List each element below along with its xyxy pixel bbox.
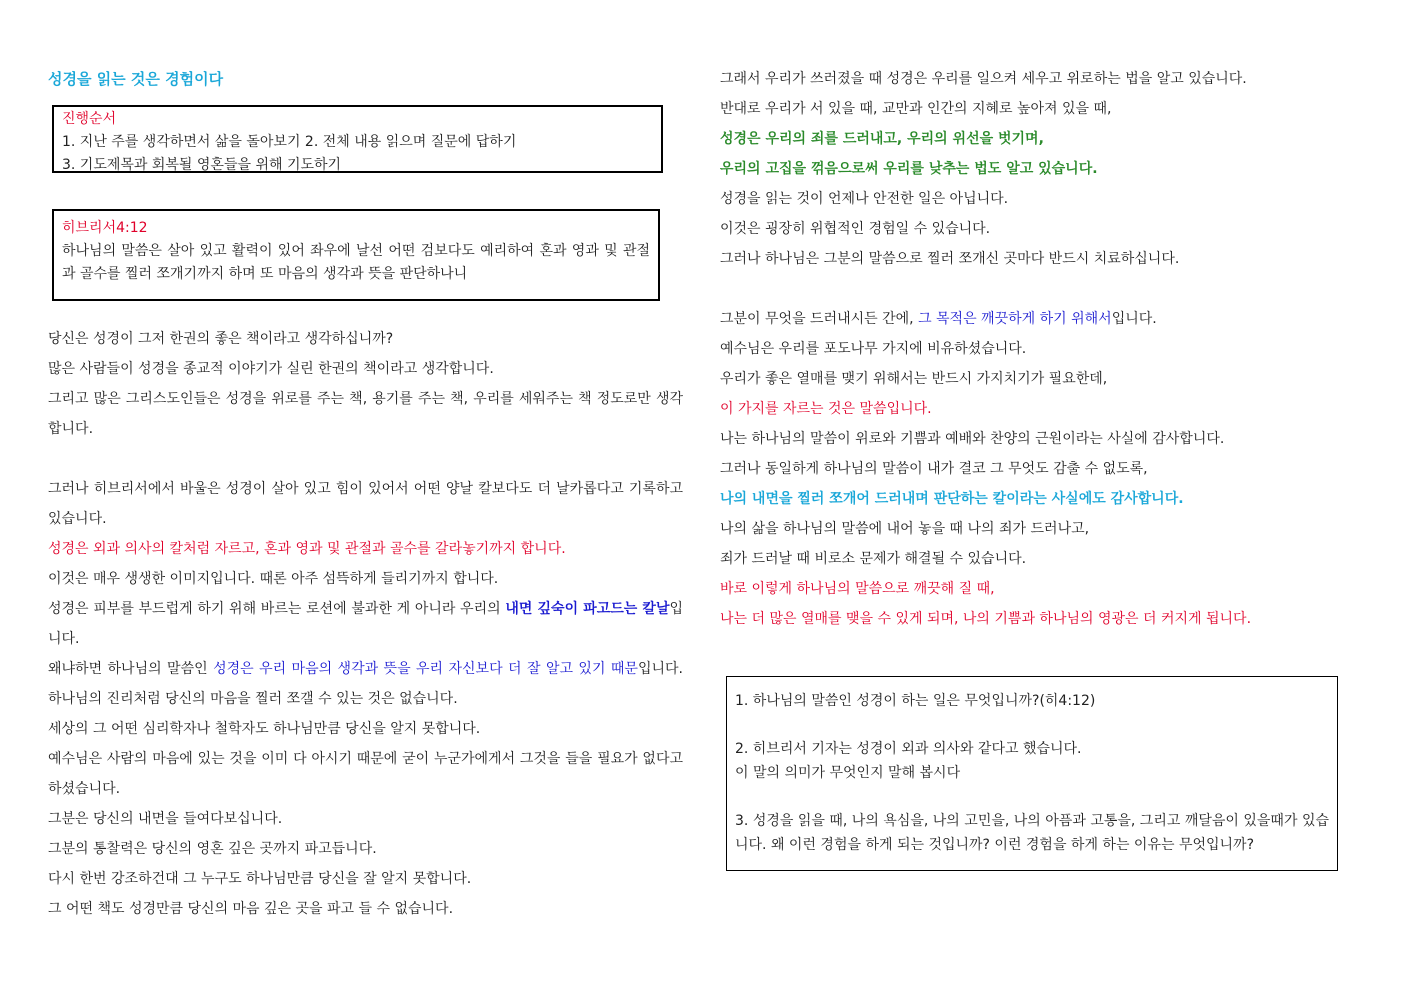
text-line: 그래서 우리가 쓰러졌을 때 성경은 우리를 일으켜 세우고 위로하는 법을 알고 있습니다. [720,71,1247,87]
text-line: 성경을 읽는 것이 언제나 안전한 일은 아닙니다. [720,191,1009,207]
highlight-red-line: 성경은 외과 의사의 칼처럼 자르고, 혼과 영과 및 관절과 골수를 갈라놓기까지 합니다. [48,541,566,557]
text-line: 왜냐하면 하나님의 말씀인 성경은 우리 마음의 생각과 뜻을 우리 자신보다 더 잘 알고 있기 때문입니다. 하나님의 진리처럼 당신의 마음을 찔러 쪼갤 수 있는 것은 없습니다. [48,661,683,707]
highlight-blue-text: 성경은 우리 마음의 생각과 뜻을 우리 자신보다 더 잘 알고 있기 때문 [213,661,638,677]
verse-box-text: 하나님의 말씀은 살아 있고 활력이 있어 좌우에 날선 어떤 검보다도 예리하여 혼과 영과 및 관절과 골수를 찔러 쪼개기까지 하며 또 마음의 생각과 뜻을 판단하나니 [62,243,650,282]
paragraph-intro [48,324,683,444]
text-line: 그러나 하나님은 그분의 말씀으로 찔러 쪼개신 곳마다 반드시 치료하십니다. [720,251,1180,267]
order-box [52,105,663,173]
question-2-sub: 이 말의 의미가 무엇인지 말해 봅시다 [735,765,961,781]
text-line: 그분이 무엇을 드러내시든 간에, 그 목적은 깨끗하게 하기 위해서입니다. [720,311,1157,327]
text-line: 그리고 많은 그리스도인들은 성경을 위로를 주는 책, 용기를 주는 책, 우리를 세워주는 책 정도로만 생각합니다. [48,391,683,437]
text-line: 죄가 드러날 때 비로소 문제가 해결될 수 있습니다. [720,551,1027,567]
order-box-line2: 3. 기도제목과 회복될 영혼들을 위해 기도하기 [62,157,342,173]
paragraph-main [48,474,683,924]
text-line: 예수님은 사람의 마음에 있는 것을 이미 다 아시기 때문에 굳이 누군가에게서 그것을 들을 필요가 없다고 하셨습니다. [48,751,683,797]
text-line: 그 어떤 책도 성경만큼 당신의 마음 깊은 곳을 파고 들 수 없습니다. [48,901,454,917]
order-box-heading: 진행순서 [62,111,117,127]
highlight-blue-text: 내면 깊숙이 파고드는 칼날 [505,601,670,617]
page-title: 성경을 읽는 것은 경험이다 [48,70,224,88]
paragraph-right-top [720,64,1340,274]
text-line: 예수님은 우리를 포도나무 가지에 비유하셨습니다. [720,341,1027,357]
highlight-green-line: 우리의 고집을 꺾음으로써 우리를 낮추는 법도 알고 있습니다. [720,161,1098,177]
text-line: 이것은 굉장히 위협적인 경험일 수 있습니다. [720,221,991,237]
text-line: 반대로 우리가 서 있을 때, 교만과 인간의 지혜로 높아져 있을 때, [720,101,1112,117]
text-line: 그분은 당신의 내면을 들여다보십니다. [48,811,283,827]
text-line: 그러나 히브리서에서 바울은 성경이 살아 있고 힘이 있어서 어떤 양날 칼보다도 더 날카롭다고 기록하고 있습니다. [48,481,683,527]
highlight-red-line: 바로 이렇게 하나님의 말씀으로 깨끗해 질 때, [720,581,995,597]
text-line: 이것은 매우 생생한 이미지입니다. 때론 아주 섬뜩하게 들리기까지 합니다. [48,571,499,587]
highlight-blue-text: 그 목적은 깨끗하게 하기 위해서 [918,311,1112,327]
highlight-red-line: 이 가지를 자르는 것은 말씀입니다. [720,401,932,417]
question-3: 3. 성경을 읽을 때, 나의 욕심을, 나의 고민을, 나의 아픔과 고통을, 그리고 깨달음이 있을때가 있습니다. 왜 이런 경험을 하게 되는 것입니까? 이런 경험을 하게 하는 이유는 무엇입니까? [735,813,1329,853]
text-line: 나는 하나님의 말씀이 위로와 기쁨과 예배와 찬양의 근원이라는 사실에 감사합니다. [720,431,1225,447]
text-line: 다시 한번 강조하건대 그 누구도 하나님만큼 당신을 잘 알지 못합니다. [48,871,472,887]
questions-box [726,676,1338,871]
highlight-green-line: 성경은 우리의 죄를 드러내고, 우리의 위선을 벗기며, [720,131,1044,147]
question-2: 2. 히브리서 기자는 성경이 외과 의사와 같다고 했습니다. [735,741,1082,757]
text-line: 세상의 그 어떤 심리학자나 철학자도 하나님만큼 당신을 알지 못합니다. [48,721,481,737]
text-line: 많은 사람들이 성경을 종교적 이야기가 실린 한권의 책이라고 생각합니다. [48,361,494,377]
text-line: 성경은 피부를 부드럽게 하기 위해 바르는 로션에 불과한 게 아니라 우리의 내면 깊숙이 파고드는 칼날입니다. [48,601,684,647]
verse-box-heading: 히브리서4:12 [62,220,148,236]
text-line: 그분의 통찰력은 당신의 영혼 깊은 곳까지 파고듭니다. [48,841,377,857]
question-1: 1. 하나님의 말씀인 성경이 하는 일은 무엇입니까?(히4:12) [735,693,1096,709]
text-line: 그러나 동일하게 하나님의 말씀이 내가 결코 그 무엇도 감출 수 없도록, [720,461,1148,477]
paragraph-right-bottom [720,304,1340,634]
highlight-cyan-line: 나의 내면을 찔러 쪼개어 드러내며 판단하는 칼이라는 사실에도 감사합니다. [720,491,1184,507]
order-box-line1: 1. 지난 주를 생각하면서 삶을 돌아보기 2. 전체 내용 읽으며 질문에 답하기 [62,134,517,150]
highlight-red-line: 나는 더 많은 열매를 맺을 수 있게 되며, 나의 기쁨과 하나님의 영광은 더 커지게 됩니다. [720,611,1252,627]
text-line: 나의 삶을 하나님의 말씀에 내어 놓을 때 나의 죄가 드러나고, [720,521,1090,537]
text-line: 당신은 성경이 그저 한권의 좋은 책이라고 생각하십니까? [48,331,394,347]
verse-box [52,209,660,301]
text-line: 우리가 좋은 열매를 맺기 위해서는 반드시 가지치기가 필요한데, [720,371,1108,387]
